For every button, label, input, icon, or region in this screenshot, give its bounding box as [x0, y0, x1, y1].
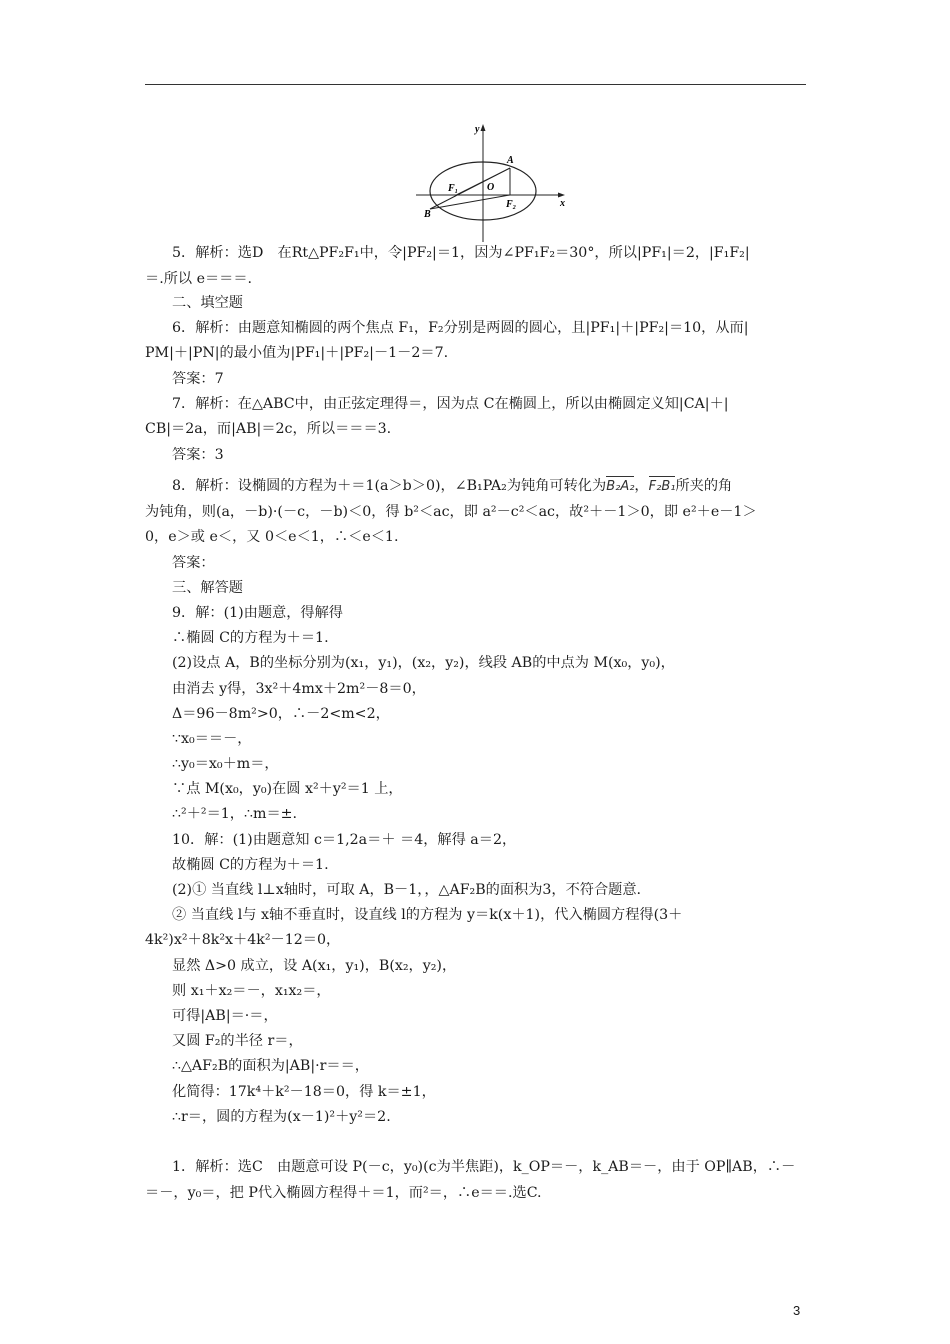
text-line [172, 553, 215, 573]
text-line [172, 1006, 278, 1026]
text-line [172, 679, 426, 699]
text-line [172, 880, 641, 900]
text-line [172, 628, 329, 648]
line-text: 10．解：(1)由题意知 c＝1,2a＝＋ ＝4，解得 a＝2， [172, 832, 517, 848]
text-line [172, 1157, 795, 1177]
text-line [145, 419, 391, 439]
text-line [172, 293, 243, 313]
line-text: 化简得：17k⁴＋k²－18＝0，得 k＝±1， [172, 1084, 436, 1100]
text-line [172, 905, 682, 925]
line-text: 0，e＞或 e＜，又 0＜e＜1，∴＜e＜1. [145, 529, 399, 545]
line-text: 可得|AB|＝·＝， [172, 1008, 278, 1024]
text-line [172, 1082, 436, 1102]
line-text: 5．解析：选D 在Rt△PF₂F₁中，令|PF₂|＝1，因为∠PF₁F₂＝30°，所以|PF₁|＝2，|F₁F₂| [172, 245, 750, 261]
line-text: 则 x₁＋x₂＝－，x₁x₂＝， [172, 983, 331, 999]
vector-separator: ， [634, 478, 649, 494]
text-line [172, 804, 297, 824]
text-line [172, 704, 390, 724]
point-f2-label: F₂ [506, 199, 517, 210]
line-text: 6．解析：由题意知椭圆的两个焦点 F₁，F₂分别是两圆的圆心，且|PF₁|＋|PF₂|＝10，从而| [172, 320, 749, 336]
point-a-label: A [507, 155, 514, 166]
text-line [172, 578, 243, 598]
text-line [172, 729, 251, 749]
ellipse-figure [410, 120, 570, 245]
text-line [172, 779, 403, 799]
text-line [172, 956, 456, 976]
line-text: ∴△AF₂B的面积为|AB|·r＝＝， [172, 1058, 369, 1074]
line-text: 答案：7 [172, 371, 224, 387]
text-line [172, 394, 729, 414]
text-line [172, 830, 516, 850]
vector-f2b1: F₂B₁ [649, 475, 676, 497]
text-line [145, 269, 252, 289]
line-text: 故椭圆 C的方程为＋＝1. [172, 857, 329, 873]
line-text: 1．解析：选C 由题意可设 P(－c，y₀)(c为半焦距)，k_OP＝－，k_AB＝－，由于 OP∥AB，∴－ [172, 1159, 796, 1175]
text-line [172, 981, 331, 1001]
text-line [172, 754, 279, 774]
text-line [172, 243, 750, 263]
point-o-label: O [487, 182, 495, 193]
line-text: 显然 Δ>0 成立，设 A(x₁，y₁)，B(x₂，y₂)， [172, 958, 457, 974]
line-text: ＝－，y₀＝，把 P代入椭圆方程得＋＝1，而²＝，∴e＝＝.选C. [145, 1185, 542, 1201]
line-text: ∴²＋²＝1，∴m＝±. [172, 806, 298, 822]
line-text: 8．解析：设椭圆的方程为＋＝1(a＞b＞0)，∠B₁PA₂为钝角可转化为 [172, 478, 607, 494]
text-line [172, 369, 224, 389]
line-text: (2)设点 A，B的坐标分别为(x₁，y₁)，(x₂，y₂)，线段 AB的中点为 M(x₀，y₀)， [172, 655, 675, 671]
line-text: 三、解答题 [172, 580, 243, 596]
line-text: 答案：3 [172, 447, 224, 463]
line-text: ② 当直线 l与 x轴不垂直时，设直线 l的方程为 y＝k(x＋1)，代入椭圆方程得(3＋ [172, 907, 683, 923]
line-text: ∴y₀＝x₀＋m＝， [172, 756, 279, 772]
text-line [145, 930, 340, 950]
line-text: 答案： [172, 555, 215, 571]
line-text: ∵x₀＝＝－， [172, 731, 252, 747]
line-text: ∵点 M(x₀，y₀)在圆 x²＋y²＝1 上， [172, 781, 403, 797]
text-line [172, 1107, 391, 1127]
line-text: 4k²)x²＋8k²x＋4k²－12＝0， [145, 932, 341, 948]
line-text: ∴椭圆 C的方程为＋＝1. [172, 630, 329, 646]
line-text: PM|＋|PN|的最小值为|PF₁|＋|PF₂|－1－2＝7. [145, 345, 449, 361]
text-line [145, 1183, 542, 1203]
text-line [172, 445, 224, 465]
line-text: 7．解析：在△ABC中，由正弦定理得＝，因为点 C在椭圆上，所以由椭圆定义知|CA|＋| [172, 396, 729, 412]
text-line [172, 653, 675, 673]
line-text-after: 所夹的角 [675, 478, 733, 494]
point-b-label: B [424, 209, 431, 220]
text-line [172, 475, 732, 497]
vector-b2a2: B₂A₂ [606, 475, 634, 497]
text-line [172, 1031, 303, 1051]
page-number: 3 [793, 1303, 801, 1318]
line-text: ＝.所以 e＝＝＝. [145, 271, 253, 287]
text-line [145, 502, 757, 522]
text-line [145, 527, 398, 547]
line-text: 又圆 F₂的半径 r＝， [172, 1033, 303, 1049]
line-text: ∴r＝，圆的方程为(x－1)²＋y²＝2. [172, 1109, 391, 1125]
axis-x-label: x [560, 198, 565, 209]
line-text: 二、填空题 [172, 295, 243, 311]
line-text: CB|＝2a，而|AB|＝2c，所以＝＝＝3. [145, 421, 392, 437]
text-line [172, 1056, 369, 1076]
text-line [172, 318, 749, 338]
line-text: (2)① 当直线 l⊥x轴时，可取 A，B－1，，△AF₂B的面积为3，不符合题意. [172, 882, 642, 898]
line-text: 由消去 y得，3x²＋4mx＋2m²－8＝0， [172, 681, 426, 697]
text-line [145, 343, 448, 363]
point-f1-label: F₁ [448, 183, 459, 194]
line-text: 为钝角，则(a，－b)·(－c，－b)＜0，得 b²＜ac，即 a²－c²＜ac，故²＋－1＞0，即 e²＋e－1＞ [145, 504, 757, 520]
text-line [172, 855, 329, 875]
axis-y-label: y [475, 124, 480, 135]
line-text: 9．解：(1)由题意，得解得 [172, 605, 343, 621]
text-line [172, 603, 343, 623]
line-text: Δ＝96－8m²>0，∴－2<m<2， [172, 706, 390, 722]
header-rule [145, 84, 806, 85]
